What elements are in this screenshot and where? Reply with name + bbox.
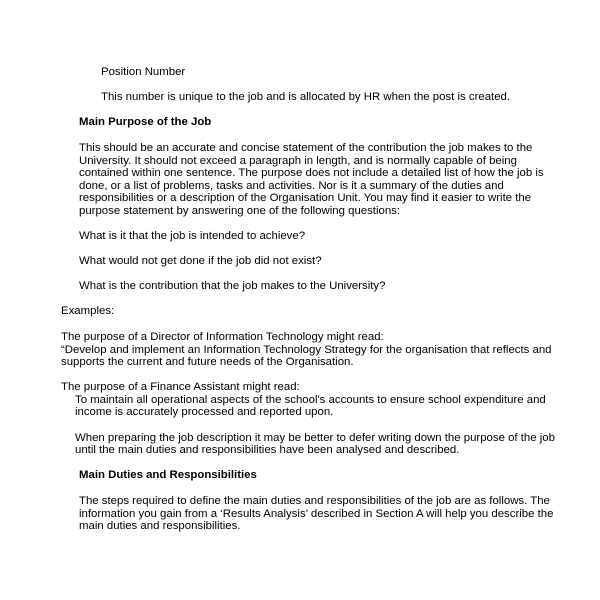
position-number-text: This number is unique to the job and is allocated by HR when the post is created. [101, 91, 511, 103]
main-duties-line: information you gain from a ‘Results Analysis’ described in Section A will help you describe the [79, 508, 554, 520]
example2-line: The purpose of a Finance Assistant might read: [61, 381, 300, 393]
main-purpose-line: responsibilities or a description of the Organisation Unit. You may find it easier to write the [79, 192, 532, 204]
examples-label: Examples: [61, 305, 115, 317]
example1-line: “Develop and implement an Information Technology Strategy for the organisation that reflects and [61, 344, 552, 356]
main-purpose-heading: Main Purpose of the Job [79, 116, 212, 128]
example2-line: To maintain all operational aspects of the school's accounts to ensure school expenditure and [75, 394, 546, 406]
question-item: What is it that the job is intended to achieve? [79, 230, 306, 242]
main-duties-heading: Main Duties and Responsibilities [79, 469, 257, 481]
main-purpose-line: This should be an accurate and concise statement of the contribution the job makes to the [79, 142, 533, 154]
example2-line: income is accurately processed and reported upon. [75, 406, 334, 418]
defer-line: When preparing the job description it may be better to defer writing down the purpose of the job [75, 432, 555, 444]
main-duties-line: The steps required to define the main duties and responsibilities of the job are as follows. The [79, 495, 550, 507]
main-purpose-line: done, or a list of problems, tasks and activities. Nor is it a summary of the duties and [79, 180, 504, 192]
defer-line: until the main duties and responsibilities have been analysed and described. [75, 444, 460, 456]
question-item: What is the contribution that the job makes to the University? [79, 280, 386, 292]
example1-line: supports the current and future needs of the Organisation. [61, 356, 354, 368]
main-purpose-line: contained within one sentence. The purpose does not include a detailed list of how the job is [79, 167, 544, 179]
question-item: What would not get done if the job did not exist? [79, 255, 322, 267]
main-purpose-line: University. It should not exceed a paragraph in length, and is normally capable of being [79, 155, 517, 167]
position-number-heading: Position Number [101, 66, 186, 78]
example1-line: The purpose of a Director of Information Technology might read: [61, 331, 384, 343]
main-purpose-line: purpose statement by answering one of the following questions: [79, 205, 401, 217]
main-duties-line: main duties and responsibilities. [79, 520, 241, 532]
